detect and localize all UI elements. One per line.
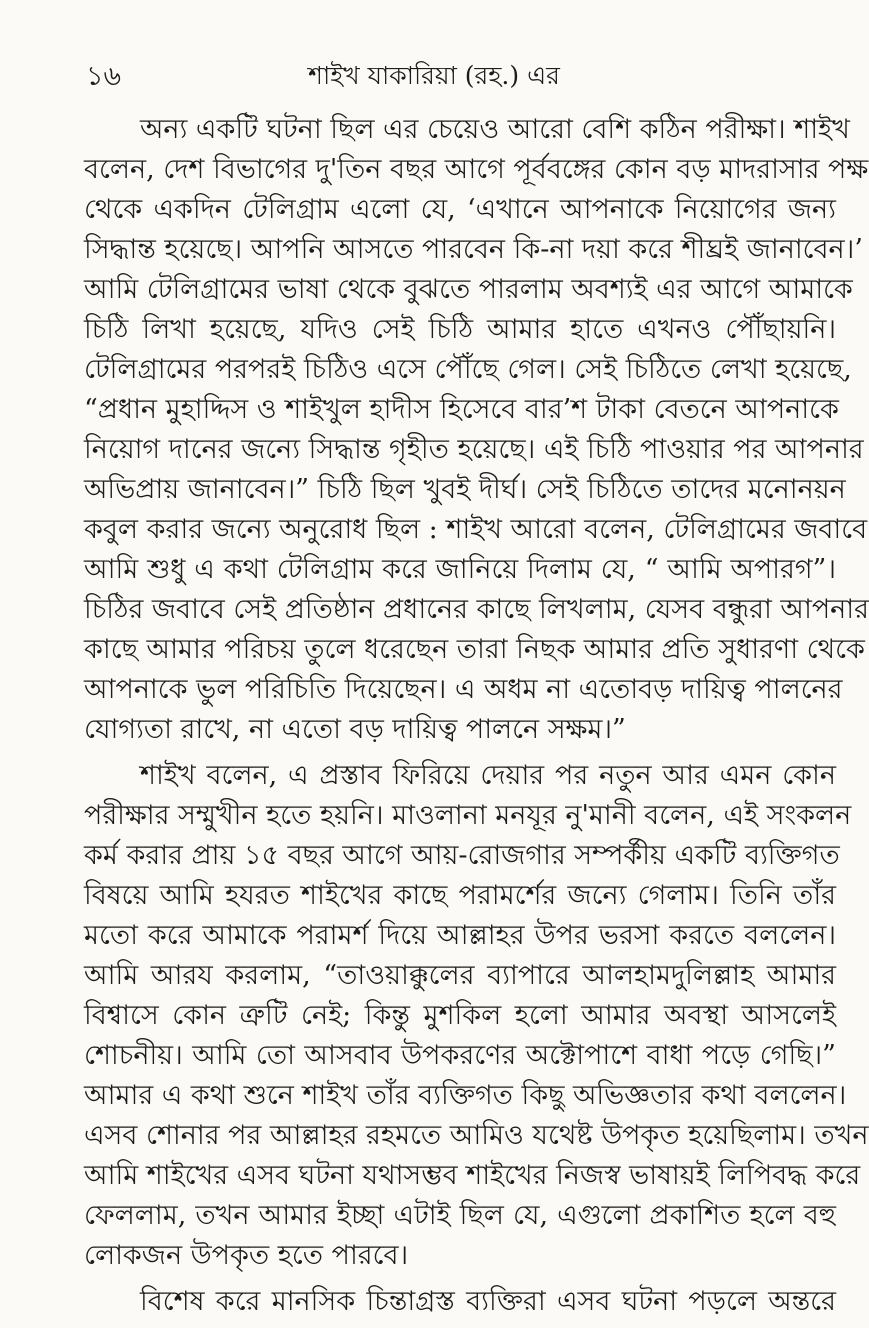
text-line: কাছে আমার পরিচয় তুলে ধরেছেন তারা নিছক আমার প্রতি সুধারণা থেকে — [84, 634, 865, 665]
text-line: যোগ্যতা রাখে, না এতো বড় দায়িত্ব পালনে সক্ষম।” — [84, 714, 626, 745]
text-line: আমি আরয করলাম, “তাওয়াক্কুলের ব্যাপারে আলহামদুলিল্লাহ আমার — [84, 960, 836, 991]
text-line: চিঠির জবাবে সেই প্রতিষ্ঠান প্রধানের কাছে লিখলাম, যেসব বন্ধুরা আপনার — [84, 594, 869, 625]
text-line: চিঠি লিখা হয়েছে, যদিও সেই চিঠি আমার হাতে এখনও পৌঁছায়নি। — [84, 314, 836, 345]
page-header — [0, 52, 868, 92]
text-line: সিদ্ধান্ত হয়েছে। আপনি আসতে পারবেন কি-না দয়া করে শীঘ্রই জানাবেন।’ — [84, 234, 863, 265]
text-line: মতো করে আমাকে পরামর্শ দিয়ে আল্লাহর উপর ভরসা করতে বললেন। — [84, 920, 836, 951]
text-line: অন্য একটি ঘটনা ছিল এর চেয়েও আরো বেশি কঠিন পরীক্ষা। শাইখ — [140, 114, 850, 145]
body-text — [84, 110, 869, 1328]
page-number: ১৬ — [86, 61, 122, 92]
text-line: “প্রধান মুহাদ্দিস ও শাইখুল হাদীস হিসেবে বার’শ টাকা বেতনে আপনাকে — [84, 394, 839, 425]
text-line: শোচনীয়। আমি তো আসবাব উপকরণের অক্টোপাশে বাধা পড়ে গেছি।” — [84, 1040, 836, 1071]
text-line: বিশ্বাসে কোন ত্রুটি নেই; কিন্তু মুশকিল হলো আমার অবস্থা আসলেই — [84, 1000, 836, 1031]
text-line: বলেন, দেশ বিভাগের দু'তিন বছর আগে পূর্ববঙ্গের কোন বড় মাদরাসার পক্ষ — [84, 154, 869, 185]
paragraph — [84, 1282, 836, 1322]
text-line: আমি শাইখের এসব ঘটনা যথাসম্ভব শাইখের নিজস্ব ভাষায়ই লিপিবদ্ধ করে — [84, 1160, 861, 1191]
text-line: নিয়োগ দানের জন্যে সিদ্ধান্ত গৃহীত হয়েছে। এই চিঠি পাওয়ার পর আপনার — [84, 434, 864, 465]
running-title: শাইখ যাকারিয়া (রহ.) এর — [308, 61, 560, 90]
text-line: আমি শুধু এ কথা টেলিগ্রাম করে জানিয়ে দিলাম যে, “ আমি অপারগ”। — [84, 554, 836, 585]
text-line: অভিপ্রায় জানাবেন।” চিঠি ছিল খুবই দীর্ঘ। সেই চিঠিতে তাদের মনোনয়ন — [84, 474, 846, 505]
paragraph — [84, 756, 869, 1276]
text-line: এসব শোনার পর আল্লাহর রহমতে আমিও যথেষ্ট উপকৃত হয়েছিলাম। তখন — [84, 1120, 869, 1151]
text-line: আমি টেলিগ্রামের ভাষা থেকে বুঝতে পারলাম অবশ্যই এর আগে আমাকে — [84, 274, 853, 305]
text-line: থেকে একদিন টেলিগ্রাম এলো যে, ‘এখানে আপনাকে নিয়োগের জন্য — [84, 194, 836, 225]
text-line: শাইখ বলেন, এ প্রস্তাব ফিরিয়ে দেয়ার পর নতুন আর এমন কোন — [140, 760, 836, 791]
text-line: কবুল করার জন্যে অনুরোধ ছিল : শাইখ আরো বলেন, টেলিগ্রামের জবাবে — [84, 514, 868, 545]
text-line: লোকজন উপকৃত হতে পারবে। — [84, 1240, 409, 1271]
text-line: ফেললাম, তখন আমার ইচ্ছা এটাই ছিল যে, এগুলো প্রকাশিত হলে বহু — [84, 1200, 836, 1231]
text-line: বিশেষ করে মানসিক চিন্তাগ্রস্ত ব্যক্তিরা এসব ঘটনা পড়লে অন্তরে — [140, 1286, 836, 1317]
text-line: টেলিগ্রামের পরপরই চিঠিও এসে পৌঁছে গেল। সেই চিঠিতে লেখা হয়েছে, — [84, 354, 852, 385]
text-line: পরীক্ষার সম্মুখীন হতে হয়নি। মাওলানা মনযূর নু'মানী বলেন, এই সংকলন — [84, 800, 852, 831]
text-line: আমার এ কথা শুনে শাইখ তাঁর ব্যক্তিগত কিছু অভিজ্ঞতার কথা বললেন। — [84, 1080, 847, 1111]
text-line: আপনাকে ভুল পরিচিতি দিয়েছেন। এ অধম না এতোবড় দায়িত্ব পালনের — [84, 674, 843, 705]
paragraph — [84, 110, 869, 750]
text-line: বিষয়ে আমি হযরত শাইখের কাছে পরামর্শের জন্যে গেলাম। তিনি তাঁর — [84, 880, 836, 911]
text-line: কর্ম করার প্রায় ১৫ বছর আগে আয়-রোজগার সম্পর্কীয় একটি ব্যক্তিগত — [84, 840, 840, 871]
